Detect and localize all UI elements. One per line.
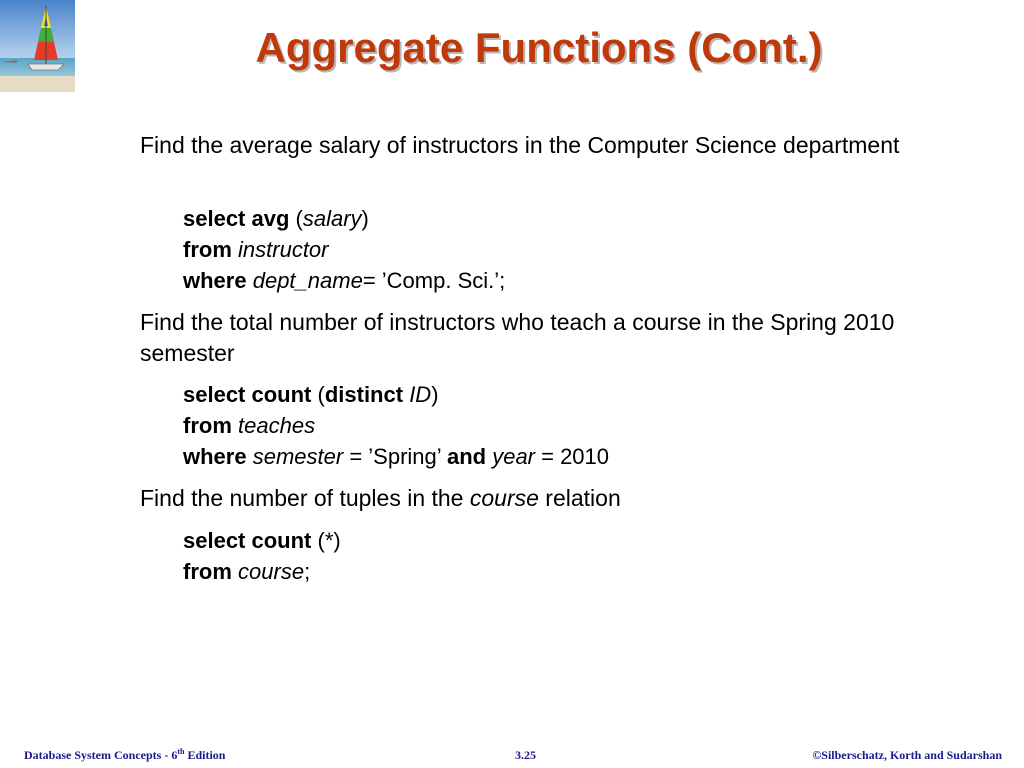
query-line: select count (*) (183, 528, 341, 553)
query-line: from instructor (183, 237, 329, 262)
query-line: where dept_name= ’Comp. Sci.’; (183, 268, 506, 293)
query-line: select avg (salary) (183, 206, 369, 231)
query-line: select count (distinct ID) (183, 382, 439, 407)
bullet-text: Find the total number of instructors who teach a course in the Spring 2010 semester (140, 309, 895, 366)
page-title: Aggregate Functions (Cont.) (255, 24, 823, 71)
footer-book-title: Database System Concepts - 6th Edition (24, 747, 226, 762)
slide-footer (0, 748, 1024, 764)
query-line: from course; (183, 559, 311, 584)
bullet-text: Find the average salary of instructors in the Computer Science department (140, 132, 900, 158)
query-line: from teaches (183, 413, 316, 438)
footer-copyright: ©Silberschatz, Korth and Sudarshan (812, 748, 1002, 762)
footer-page-number: 3.25 (515, 748, 536, 762)
bullet-text: Find the number of tuples in the course relation (140, 485, 621, 511)
query-line: where semester = ’Spring’ and year = 2010 (183, 444, 610, 469)
